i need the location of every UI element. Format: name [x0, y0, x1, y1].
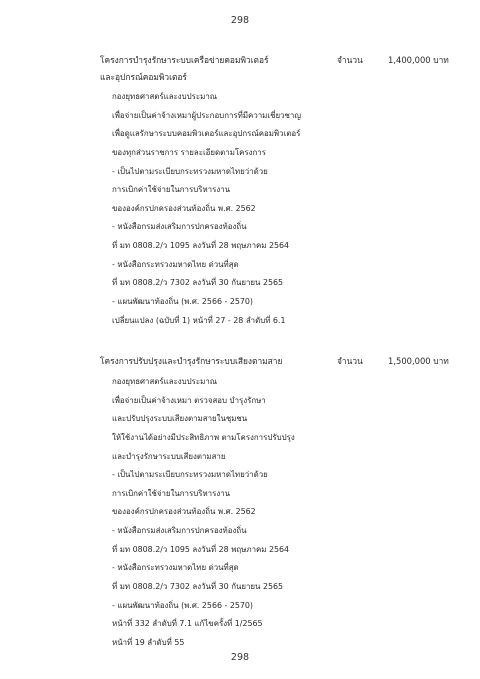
detail-line: เพื่อจ่ายเป็นค่าจ้างเหมา ตรวจสอบ บำรุงรักษา — [112, 395, 266, 405]
detail-line: หน้าที่ 19 ลำดับที่ 55 — [112, 637, 185, 647]
detail-line: เพื่อดูแลรักษาระบบคอมพิวเตอร์และอุปกรณ์คอมพิวเตอร์ — [112, 129, 301, 139]
page-number-bottom: 298 — [230, 652, 250, 663]
detail-line: ที่ มท 0808.2/ว 7302 ลงวันที่ 30 กันยายน 2565 — [112, 278, 284, 288]
project-title-line1: โครงการปรับปรุงและบำรุงรักษาระบบเสียงตามสาย — [100, 356, 283, 366]
budget-amount: 1,500,000 บาท — [388, 356, 449, 366]
unit-label: จำนวน — [337, 55, 363, 65]
budget-amount: 1,400,000 บาท — [388, 55, 449, 65]
project-details — [112, 88, 301, 330]
project-details — [112, 373, 295, 653]
detail-line: การเบิกค่าใช้จ่ายในการบริหารงาน — [112, 488, 231, 498]
detail-line: การเบิกค่าใช้จ่ายในการบริหารงาน — [112, 185, 231, 195]
detail-line: ให้ใช้งานได้อย่างมีประสิทธิภาพ ตามโครงการปรับปรุง — [112, 432, 295, 442]
detail-line: - หนังสือกระทรวงมหาดไทย ด่วนที่สุด — [112, 259, 239, 269]
detail-line: และปรับปรุงระบบเสียงตามสายในชุมชน — [112, 414, 248, 424]
page-number-top: 298 — [230, 15, 250, 26]
detail-line: และบำรุงรักษาระบบเสียงตามสาย — [112, 451, 226, 461]
detail-line: ที่ มท 0808.2/ว 1095 ลงวันที่ 28 พฤษภาคม 2564 — [112, 241, 290, 251]
detail-line: กองยุทธศาสตร์และงบประมาณ — [112, 377, 218, 386]
detail-line: - เป็นไปตามระเบียบกระทรวงมหาดไทยว่าด้วย — [112, 470, 268, 480]
project-title-line2: และอุปกรณ์คอมพิวเตอร์ — [100, 72, 187, 82]
detail-line: ที่ มท 0808.2/ว 1095 ลงวันที่ 28 พฤษภาคม 2564 — [112, 544, 290, 554]
detail-line: เพื่อจ่ายเป็นค่าจ้างเหมาผู้ประกอบการที่มีความเชี่ยวชาญ — [112, 110, 302, 120]
project-title-line1: โครงการบำรุงรักษาระบบเครือข่ายคอมพิวเตอร์ — [100, 55, 269, 65]
detail-line: - เป็นไปตามระเบียบกระทรวงมหาดไทยว่าด้วย — [112, 166, 268, 176]
detail-line: - หนังสือกรมส่งเสริมการปกครองท้องถิ่น — [112, 222, 247, 232]
unit-label: จำนวน — [337, 356, 363, 366]
detail-line: ที่ มท 0808.2/ว 7302 ลงวันที่ 30 กันยายน 2565 — [112, 582, 284, 592]
detail-line: ของทุกส่วนราชการ รายละเอียดตามโครงการ — [112, 147, 266, 157]
detail-line: - แผนพัฒนาท้องถิ่น (พ.ศ. 2566 - 2570) — [112, 297, 254, 307]
detail-line: หน้าที่ 332 ลำดับที่ 7.1 แก้ไขครั้งที่ 1/2565 — [112, 619, 263, 629]
detail-line: - หนังสือกระทรวงมหาดไทย ด่วนที่สุด — [112, 563, 239, 573]
detail-line: - หนังสือกรมส่งเสริมการปกครองท้องถิ่น — [112, 526, 247, 536]
detail-line: ขององค์กรปกครองส่วนท้องถิ่น พ.ศ. 2562 — [112, 507, 256, 517]
detail-line: ขององค์กรปกครองส่วนท้องถิ่น พ.ศ. 2562 — [112, 203, 256, 213]
detail-line: เปลี่ยนแปลง (ฉบับที่ 1) หน้าที่ 27 - 28 ลำดับที่ 6.1 — [112, 315, 286, 325]
detail-line: - แผนพัฒนาท้องถิ่น (พ.ศ. 2566 - 2570) — [112, 600, 254, 610]
detail-line: กองยุทธศาสตร์และงบประมาณ — [112, 92, 218, 101]
